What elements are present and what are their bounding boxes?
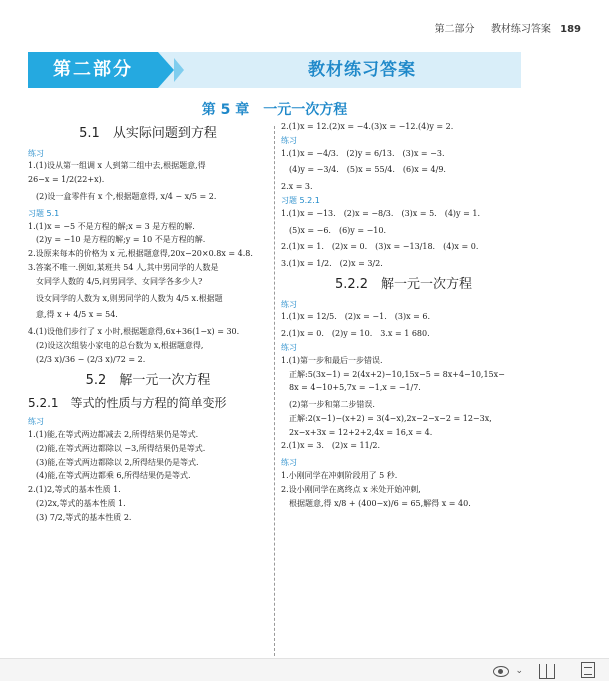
exercise-label: 练习 (281, 135, 297, 145)
page-number: 189 (560, 24, 581, 35)
part-banner (28, 52, 521, 88)
answer-line: (2)设一盒零件有 x 个,根据题意得, x/4 − x/5 = 2. (36, 191, 217, 201)
chevron-down-icon[interactable]: ⌄ (515, 666, 523, 676)
exercise-label: 练习 (28, 417, 44, 427)
answer-line: 2.设原来每本的价格为 x 元,根据题意得,20x−20×0.8x = 4.8. (28, 249, 253, 259)
right-column (281, 122, 526, 512)
answer-line: (2)第一步和第二步错误. (289, 400, 375, 410)
answer-line: (5)x = −6. (6)y = −10. (289, 225, 387, 235)
viewer-toolbar (0, 658, 609, 681)
answer-line: 3.(1)x = 1/2. (2)x = 3/2. (281, 259, 383, 269)
exercise-label: 练习 (281, 299, 297, 309)
answer-line: 1.小刚同学在冲刺阶段用了 5 秒. (281, 471, 398, 481)
problem-set-label: 习题 5.1 (28, 208, 60, 218)
answer-line: (4)能,在等式两边都乘 6,所得结果仍是等式. (36, 471, 191, 481)
eye-icon[interactable] (493, 666, 509, 677)
answer-line: 1.(1)x = −13. (2)x = −8/3. (3)x = 5. (4)y = 1. (281, 208, 480, 218)
banner-tag: 第二部分 (28, 52, 158, 88)
answer-line: 2.设小刚同学在离终点 x 米处开始冲刺, (281, 484, 421, 494)
answer-line: 意,得 x + 4/5 x = 54. (36, 310, 118, 320)
answer-line: 女同学人数的 4/5,问男同学、女同学各多少人? (36, 276, 203, 286)
answer-line: (2)y = −10 是方程的解;y = 10 不是方程的解. (36, 235, 206, 245)
answer-line: 26−x = 1/2(22+x). (28, 175, 105, 185)
answer-line: 2.(1)x = 12.(2)x = −4.(3)x = −12.(4)y = 2. (281, 122, 454, 131)
answer-line: (3) 7/2,等式的基本性质 2. (36, 512, 132, 522)
document-icon[interactable] (581, 662, 595, 678)
answer-line: 1.(1)x = −5 不是方程的解;x = 3 是方程的解. (28, 221, 195, 231)
answer-line: 1.(1)设从第一组调 x 人到第二组中去,根据题意,得 (28, 161, 206, 171)
answer-line: 8x = 4−10+5,7x = −1,x = −1/7. (289, 383, 421, 393)
banner-arrow-icon-light (174, 58, 184, 82)
section-5-2-1-title: 5.2.1 等式的性质与方程的简单变形 (28, 396, 227, 411)
answer-line: (2/3 x)/36 − (2/3 x)/72 = 2. (36, 354, 146, 364)
answer-line: (2)2x,等式的基本性质 1. (36, 499, 126, 509)
answer-line: 正解:2(x−1)−(x+2) = 3(4−x),2x−2−x−2 = 12−3x, (289, 413, 492, 423)
section-5-1-title: 5.1 从实际问题到方程 (79, 126, 217, 141)
column-divider (274, 126, 275, 656)
answer-line: 2.(1)x = 0. (2)y = 10. 3.x = 1 680. (281, 329, 430, 339)
section-5-2-title: 5.2 解一元一次方程 (85, 372, 211, 388)
running-header (28, 20, 581, 35)
answer-line: 2.(1)2,等式的基本性质 1. (28, 485, 121, 495)
left-column (28, 122, 268, 527)
answer-line: (2)能,在等式两边都除以 −3,所得结果仍是等式. (36, 443, 206, 453)
header-section: 第二部分 (434, 24, 475, 35)
answer-line: 4.(1)设他们步行了 x 小时,根据题意得,6x+36(1−x) = 30. (28, 327, 240, 337)
answer-line: 3.答案不唯一.例如,某班共 54 人,其中男同学的人数是 (28, 262, 219, 272)
exercise-label: 练习 (281, 342, 297, 352)
answer-line: 设女同学的人数为 x,则男同学的人数为 4/5 x.根据题 (36, 293, 223, 303)
banner-arrow-icon (158, 52, 174, 88)
answer-line: (4)y = −3/4. (5)x = 55/4. (6)x = 4/9. (289, 165, 446, 175)
chapter-title: 第 5 章 一元一次方程 (201, 102, 348, 118)
answer-line: 正解:5(3x−1) = 2(4x+2)−10,15x−5 = 8x+4−10,15x− (289, 369, 505, 379)
answer-line: 1.(1)x = 12/5. (2)x = −1. (3)x = 6. (281, 312, 431, 322)
section-5-2-2-title: 5.2.2 解一元一次方程 (334, 276, 473, 292)
header-title: 教材练习答案 (490, 24, 551, 35)
answer-line: (2)设这次组装小家电的总台数为 x,根据题意得, (36, 340, 204, 350)
answer-line: 2.x = 3. (281, 182, 313, 192)
exercise-label: 练习 (28, 148, 44, 158)
answer-line: 1.(1)能,在等式两边都减去 2,所得结果仍是等式. (28, 430, 199, 440)
split-view-icon[interactable] (539, 664, 555, 679)
answer-line: 1.(1)第一步和最后一步错误. (281, 355, 383, 365)
answer-line: 1.(1)x = −4/3. (2)y = 6/13. (3)x = −3. (281, 148, 445, 158)
answer-line: 根据题意,得 x/8 + (400−x)/6 = 65,解得 x = 40. (289, 498, 471, 508)
problem-set-label: 习题 5.2.1 (281, 195, 320, 205)
banner-title: 教材练习答案 (308, 60, 416, 80)
answer-line: 2.(1)x = 1. (2)x = 0. (3)x = −13/18. (4)x = 0. (281, 242, 479, 252)
exercise-label: 练习 (281, 458, 297, 468)
answer-line: (3)能,在等式两边都除以 2,所得结果仍是等式. (36, 457, 199, 467)
answer-line: 2.(1)x = 3. (2)x = 11/2. (281, 441, 381, 451)
answer-line: 2x−x+3x = 12+2+2,4x = 16,x = 4. (289, 427, 433, 437)
